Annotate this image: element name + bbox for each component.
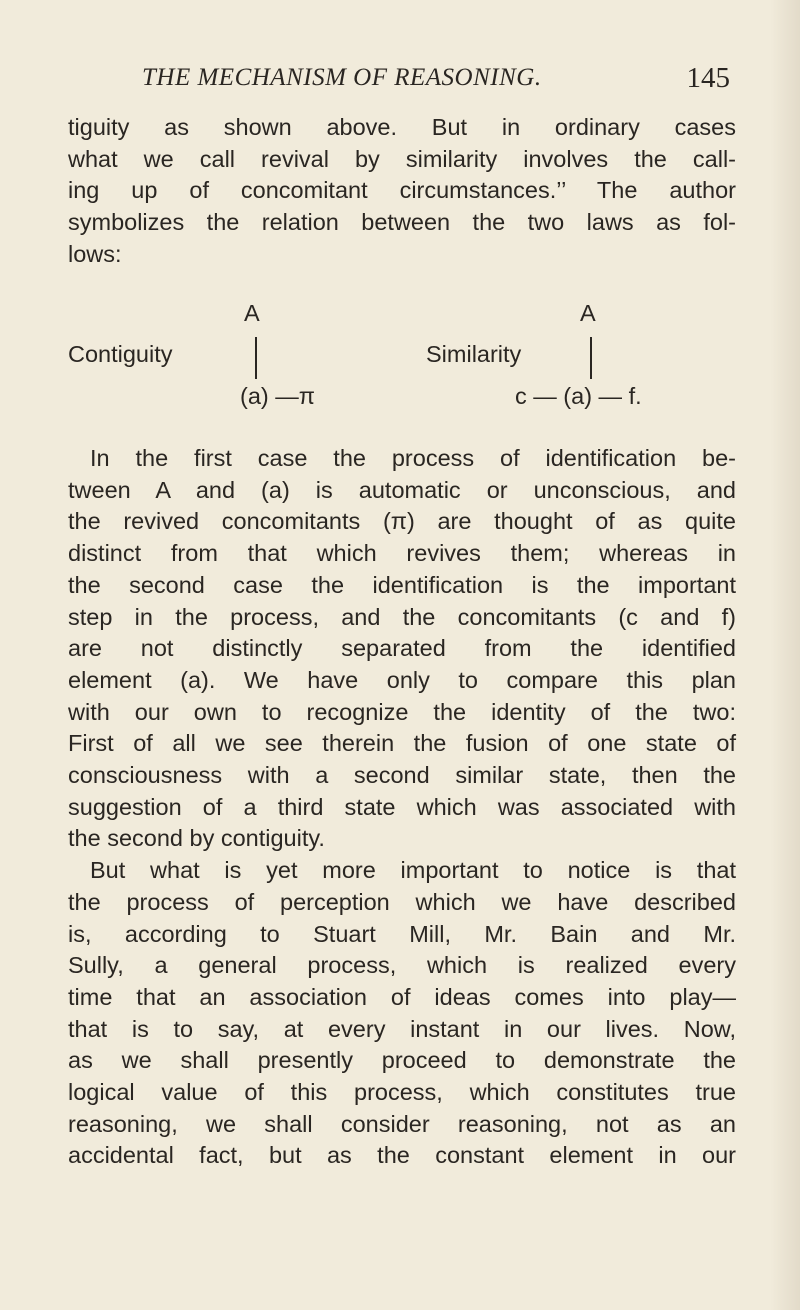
text-line: the process of perception which we have described xyxy=(68,888,736,915)
text-line: First of all we see therein the fusion of one state of xyxy=(68,730,736,757)
text-line: lows: xyxy=(68,240,122,267)
text-line: the revived concomitants (π) are thought of as quite xyxy=(68,508,736,535)
text-line: with our own to recognize the identity of the two: xyxy=(68,698,736,725)
similarity-bottom-label: c — (a) — f. xyxy=(515,383,642,409)
text-line: symbolizes the relation between the two laws as fol- xyxy=(68,209,736,236)
similarity-connector xyxy=(590,337,592,379)
text-line: time that an association of ideas comes into play— xyxy=(68,983,736,1010)
text-line: are not distinctly separated from the identified xyxy=(68,635,736,662)
page-number: 145 xyxy=(686,62,730,94)
text-line: accidental fact, but as the constant element in our xyxy=(68,1142,736,1169)
page-edge-shadow xyxy=(770,0,800,1310)
running-title: THE MECHANISM OF REASONING. xyxy=(142,64,542,91)
text-line: as we shall presently proceed to demonstrate the xyxy=(68,1047,736,1074)
text-line: that is to say, at every instant in our lives. Now, xyxy=(68,1015,736,1042)
association-diagram xyxy=(68,300,736,440)
similarity-label: Similarity xyxy=(426,341,522,367)
paragraph-1 xyxy=(68,112,736,271)
text-line: tiguity as shown above. But in ordinary cases xyxy=(68,114,736,140)
similarity-top-label: A xyxy=(580,300,596,326)
text-line: tween A and (a) is automatic or unconscious, and xyxy=(68,476,736,503)
text-line: logical value of this process, which constitutes true xyxy=(68,1079,736,1106)
text-line: is, according to Stuart Mill, Mr. Bain and Mr. xyxy=(68,920,736,947)
text-line: But what is yet more important to notice is that xyxy=(90,857,736,884)
text-line: the second case the identification is the important xyxy=(68,571,736,598)
contiguity-connector xyxy=(255,337,257,379)
text-line: element (a). We have only to compare this plan xyxy=(68,666,736,693)
text-line: Sully, a general process, which is realized every xyxy=(68,952,736,979)
text-line: distinct from that which revives them; whereas in xyxy=(68,540,736,567)
text-line: what we call revival by similarity involves the call- xyxy=(68,145,736,172)
text-line: reasoning, we shall consider reasoning, not as an xyxy=(68,1110,736,1137)
text-line: suggestion of a third state which was associated with xyxy=(68,793,736,820)
text-line: consciousness with a second similar state, then the xyxy=(68,762,736,789)
contiguity-top-label: A xyxy=(244,300,260,326)
running-head xyxy=(128,62,738,98)
text-line: ing up of concomitant circumstances.’’ The author xyxy=(68,177,736,204)
text-line: In the first case the process of identification be- xyxy=(90,445,736,471)
text-line: the second by contiguity. xyxy=(68,825,325,852)
contiguity-bottom-label: (a) —π xyxy=(240,383,315,409)
text-line: step in the process, and the concomitants (c and f) xyxy=(68,603,736,630)
contiguity-label: Contiguity xyxy=(68,341,173,367)
paragraph-2-and-3 xyxy=(68,443,736,1172)
